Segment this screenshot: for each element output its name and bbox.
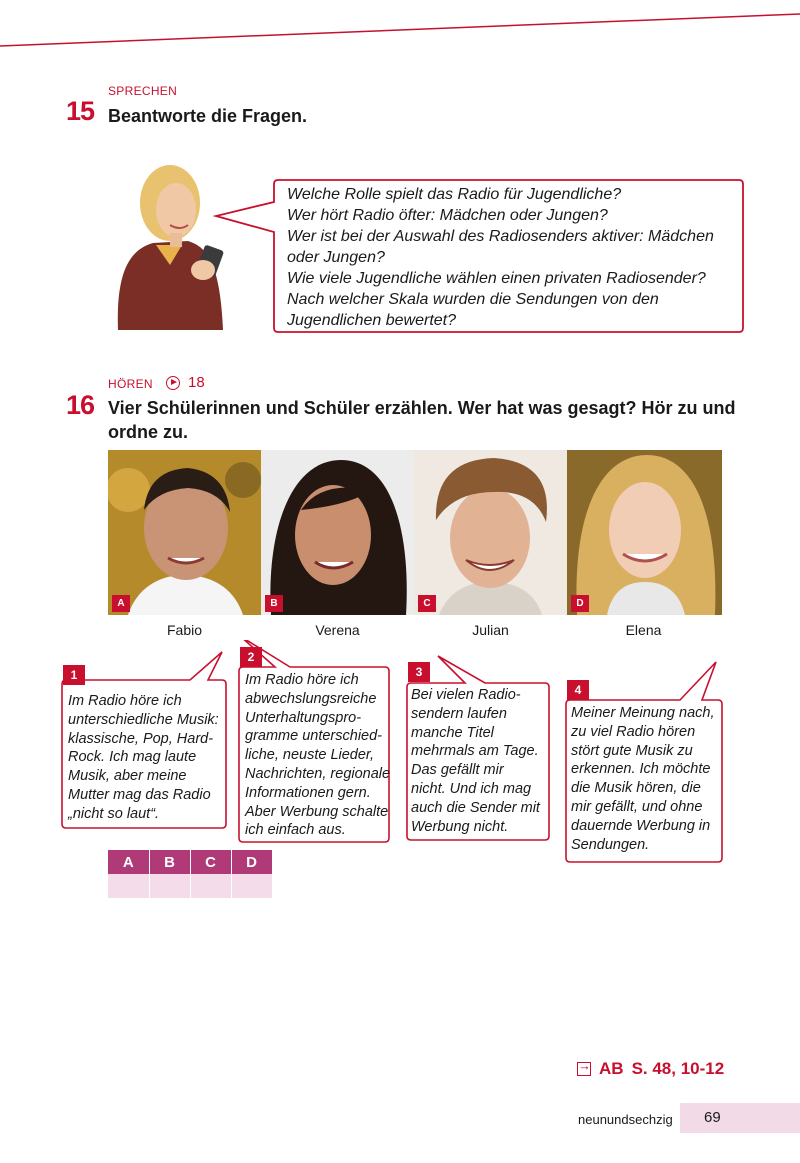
question-line: Wer hört Radio öfter: Mädchen oder Jungen? (287, 207, 608, 224)
name-verena: Verena (315, 622, 360, 638)
photo-verena (261, 450, 414, 615)
statement-1-text: Im Radio höre ich unterschiedliche Musik: klassische, Pop, Hard- Rock. Ich mag laute Musik, aber meine Mutter mag das Radio „nicht so laut“. (68, 693, 219, 822)
question-line: Wer ist bei der Auswahl des Radiosenders aktiver: Mädchen (287, 228, 714, 245)
answer-cell-d[interactable] (231, 874, 272, 898)
audio-play-icon[interactable] (166, 376, 180, 390)
question-line: Wie viele Jugendliche wählen einen privaten Radiosender? (287, 270, 706, 287)
photo-elena (567, 450, 722, 615)
photo-letter: C (418, 595, 436, 612)
photo-letter: A (112, 595, 130, 612)
answer-cell-c[interactable] (190, 874, 231, 898)
exercise-16-title-line1: Vier Schülerinnen und Schüler erzählen. Wer hat was gesagt? Hör zu und (108, 398, 736, 418)
top-rule (0, 0, 800, 50)
answer-cell-b[interactable] (149, 874, 190, 898)
audio-track-number: 18 (188, 374, 205, 391)
name-julian: Julian (472, 622, 509, 638)
answer-header-b: B (149, 850, 190, 874)
statement-number: 2 (240, 647, 262, 667)
statement-3-text: Bei vielen Radio- sendern laufen manche Titel mehrmals am Tage. Das gefällt mir nicht. Und ich mag auch die Sender mit Werbung nicht. (411, 687, 540, 835)
statement-number: 3 (408, 662, 430, 682)
photo-julian (414, 450, 567, 615)
question-line: Welche Rolle spielt das Radio für Jugendliche? (287, 186, 622, 203)
exercise-16-title-line2: ordne zu. (108, 422, 188, 442)
question-line: Jugendlichen bewertet? (287, 312, 457, 329)
photo-fabio (108, 450, 261, 615)
statement-number: 4 (567, 680, 589, 700)
statement-2-text: Im Radio höre ich abwechslungsreiche Unterhaltungspro- gramme unterschied- liche, neuste Lieder, Nachrichten, regionale Informationen gern. Aber Werbung schalte ich einfach aus. (245, 672, 391, 839)
photo-letter: D (571, 595, 589, 612)
page-number-word: neunundsechzig (578, 1112, 673, 1127)
photo-letter: B (265, 595, 283, 612)
question-line: Nach welcher Skala wurden die Sendungen von den (287, 291, 659, 308)
answer-table (108, 850, 273, 898)
question-line: oder Jungen? (287, 249, 385, 266)
answer-header-c: C (190, 850, 231, 874)
arrow-box-icon (577, 1062, 591, 1076)
exercise-16-kind: HÖREN (108, 377, 153, 391)
workbook-pages: S. 48, 10-12 (631, 1059, 725, 1078)
statement-number: 1 (63, 665, 85, 685)
answer-header-a: A (108, 850, 149, 874)
answer-header-d: D (231, 850, 272, 874)
name-fabio: Fabio (166, 622, 203, 638)
questions-list (287, 184, 747, 331)
workbook-label: AB (599, 1059, 624, 1078)
exercise-16-number: 16 (66, 390, 95, 420)
page-number: 69 (680, 1103, 800, 1133)
answer-cell-a[interactable] (108, 874, 149, 898)
statement-4-text: Meiner Meinung nach, zu viel Radio hören stört gute Musik zu erkennen. Ich möchte die Musik hören, die mir gefällt, und ohne dauernde Werbung in Sendungen. (571, 705, 715, 853)
exercise-15-title: Beantworte die Fragen. (108, 106, 308, 126)
workbook-reference (577, 1059, 724, 1079)
exercise-15-kind: SPRECHEN (108, 84, 178, 98)
name-elena: Elena (625, 622, 662, 638)
exercise-15-number: 15 (66, 96, 95, 126)
